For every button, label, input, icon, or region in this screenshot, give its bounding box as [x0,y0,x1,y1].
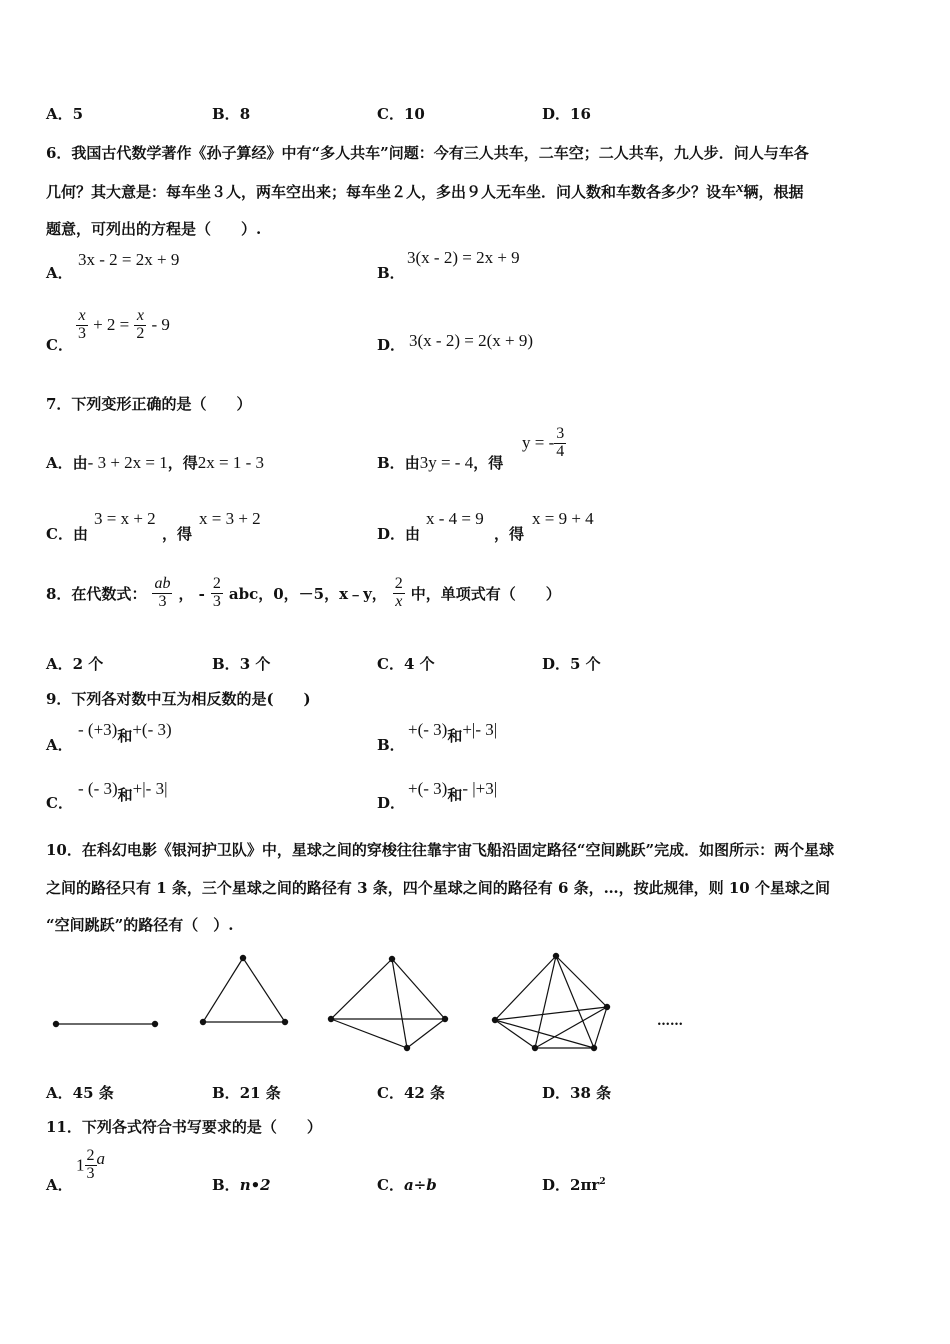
q10-option-b: B．21 条 [212,1084,281,1102]
fraction: $\frac{2}{3}$ [212,574,221,610]
q9-option-d: D． [377,794,406,812]
q6-option-c-equation: $\frac{x}{3}$ + 2 = $\frac{x}{2}$ - 9 [78,307,170,342]
path-line [556,956,594,1048]
q9-option-d-expr: +(- 3)和- |+3| [408,779,498,804]
q10-stem-line1: 10．在科幻电影《银河护卫队》中，星球之间的穿梭往往靠宇宙飞船沿固定路径“空间跳跃”完成．如图所示：两个星球 [46,841,835,859]
fraction: $\frac{x}{3}$ [78,307,86,342]
q10-figure-ellipsis: …… [657,1014,683,1029]
star-point [591,1045,596,1050]
q7-option-c-de: ，得 [162,525,193,543]
q5-option-b: B．8 [212,105,251,123]
q9-stem: 9．下列各对数中互为相反数的是( ) [46,690,311,708]
q7-option-a: A．由- 3 + 2x = 1，得2x = 1 - 3 [46,453,265,472]
star-point [532,1045,537,1050]
path-line [495,956,556,1020]
q6-option-d-equation: 3(x - 2) = 2(x + 9) [409,331,533,350]
q10-stem-line2: 之间的路径只有 1 条，三个星球之间的路径有 3 条，四个星球之间的路径有 6 条，…，按此规律，则 10 个星球之间 [46,879,830,897]
q7-option-c: C．由 [46,525,88,543]
q6-stem-line3: 题意，可列出的方程是（ ）. [46,220,262,238]
star-point [553,953,558,958]
q7-option-c-eq2: x = 3 + 2 [199,509,261,528]
q8-option-c: C．4 个 [377,655,435,673]
q6-option-c: C． [46,336,73,354]
q9-option-a-expr: - (+3)和+(- 3) [78,720,172,745]
q6-option-a: A． [46,264,73,282]
q11-option-d: D．$2\pi r^2$ [542,1176,606,1194]
q7-stem: 7．下列变形正确的是（ ） [46,395,252,413]
q10-option-d: D．38 条 [542,1084,612,1102]
path-line [495,1007,607,1020]
q6-option-b-equation: 3(x - 2) = 2x + 9 [407,248,520,267]
q7-option-d-eq2: x = 9 + 4 [532,509,594,528]
q9-option-b: B． [377,736,405,754]
q6-stem-line2: 几何？其大意是：每车坐３人，两车空出来；每车坐２人，多出９人无车坐．问人数和车数各多少？设车x辆，根据 [46,180,804,201]
q10-option-a: A．45 条 [46,1084,114,1102]
q5-option-a: A．5 [46,105,84,123]
q9-option-a: A． [46,736,73,754]
star-point [492,1017,497,1022]
q11-option-a: A． [46,1176,73,1194]
fraction: $\frac{2}{3}$ [86,1147,95,1182]
q6-option-a-equation: 3x - 2 = 2x + 9 [78,250,180,269]
q9-option-c: C． [46,794,73,812]
path-line [495,1020,594,1048]
q8-option-d: D．5 个 [542,655,601,673]
fraction: $\frac{2}{x}$ [394,574,403,610]
q7-option-c-eq1: 3 = x + 2 [94,509,156,528]
q7-option-b: B．由3y = - 4，得 [377,453,504,472]
q8-option-b: B．3 个 [212,655,271,673]
q6-stem-line1: 6．我国古代数学著作《孙子算经》中有“多人共车”问题：今有三人共车，二车空；二人共车，九人步．问人与车各 [46,144,809,162]
path-line [556,956,607,1007]
q10-option-c: C．42 条 [377,1084,446,1102]
fraction: $\frac{ab}{3}$ [154,574,171,610]
q6-option-b: B． [377,264,405,282]
fraction: $\frac{3}{4}$ [556,425,565,460]
q7-option-b-result: y = - $\frac{3}{4}$ [522,425,565,460]
q5-option-d: D．16 [542,105,591,123]
q11-option-b: B．n•2 [212,1176,271,1194]
q9-option-c-expr: - (- 3)和+|- 3| [78,779,168,804]
q7-option-d-eq1: x - 4 = 9 [426,509,484,528]
path-line [495,1020,535,1048]
q8-option-a: A．2 个 [46,655,104,673]
fraction: $\frac{x}{2}$ [136,307,145,342]
q9-option-b-expr: +(- 3)和+|- 3| [408,720,498,745]
q10-stem-line3: “空间跳跃”的路径有（ ）. [46,916,234,934]
q6-option-d: D． [377,336,406,354]
q7-option-d: D．由 [377,525,421,543]
q8-stem: 8．在代数式： $\frac{ab}{3}$ ， - $\frac{2}{3}$ abc，0，－5，x﹣y， $\frac{2}{x}$ 中，单项式有（ ） [46,574,561,610]
q5-option-c: C．10 [377,105,425,123]
star-point [604,1004,609,1009]
q11-option-c: C．a÷b [377,1176,437,1194]
q11-stem: 11．下列各式符合书写要求的是（ ） [46,1118,322,1136]
q7-option-d-de: ，得 [494,525,525,543]
q11-option-a-expr: 1 $\frac{2}{3}$ a [76,1147,105,1182]
